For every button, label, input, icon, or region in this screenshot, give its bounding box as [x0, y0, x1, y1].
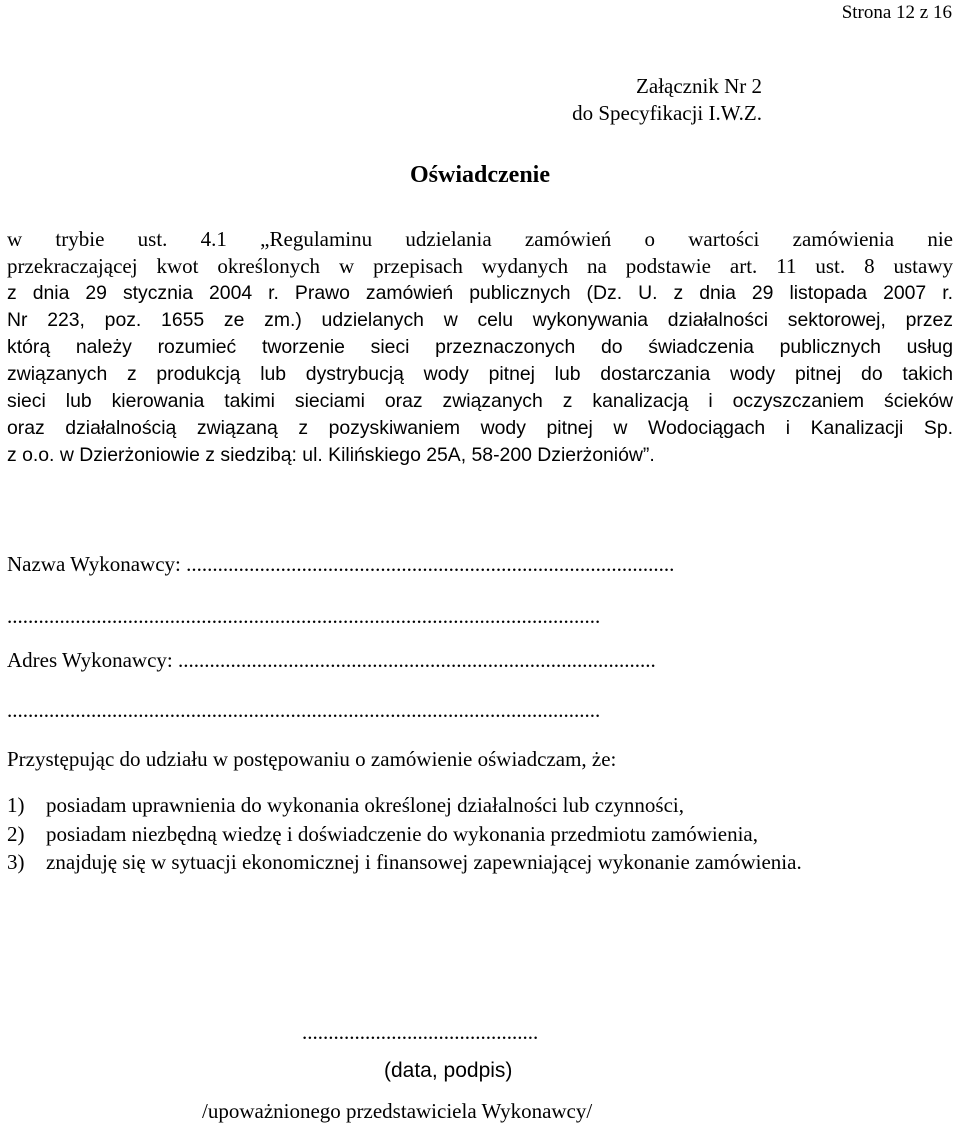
contractor-name-continuation: .................................................................................................................: [7, 604, 601, 628]
document-title: Oświadczenie: [410, 162, 550, 188]
declaration-intro: Przystępując do udziału w postępowaniu o zamówienie oświadczam, że:: [7, 747, 617, 771]
intro-line: oraz działalnością związaną z pozyskiwaniem wody pitnej w Wodociągach i Kanalizacji Sp.: [7, 417, 953, 439]
contractor-address-field: Adres Wykonawcy: ...........................................................................................: [7, 648, 656, 672]
annex-number: Załącznik Nr 2: [636, 74, 762, 98]
contractor-name-field: Nazwa Wykonawcy: .............................................................................................: [7, 552, 675, 576]
declaration-list: [7, 792, 802, 878]
intro-line: w trybie ust. 4.1 „Regulaminu udzielania zamówień o wartości zamówienia nie: [7, 227, 953, 251]
declaration-item: [7, 821, 802, 850]
signature-label: (data, podpis): [384, 1059, 513, 1082]
declaration-text: znajduję się w sytuacji ekonomicznej i finansowej zapewniającej wykonanie zamówienia.: [46, 850, 802, 874]
intro-paragraph: [7, 226, 953, 469]
page-number: Strona 12 z 16: [841, 2, 952, 23]
declaration-number: 3): [7, 850, 25, 874]
intro-line: z o.o. w Dzierżoniowie z siedzibą: ul. Kilińskiego 25A, 58-200 Dzierżoniów”.: [7, 444, 655, 466]
intro-line: sieci lub kierowania takimi sieciami oraz związanych z kanalizacją i oczyszczaniem ścieków: [7, 390, 953, 412]
contractor-address-continuation: .................................................................................................................: [7, 698, 601, 722]
signature-role: /upoważnionego przedstawiciela Wykonawcy/: [202, 1099, 593, 1123]
signature-line: .............................................: [302, 1020, 539, 1044]
intro-line: przekraczającej kwot określonych w przepisach wydanych na podstawie art. 11 ust. 8 ustawy: [7, 254, 953, 278]
intro-line: Nr 223, poz. 1655 ze zm.) udzielanych w celu wykonywania działalności sektorowej, przez: [7, 309, 953, 331]
declaration-item: [7, 849, 802, 878]
declaration-number: 2): [7, 821, 25, 846]
intro-line: którą należy rozumieć tworzenie sieci przeznaczonych do świadczenia publicznych usług: [7, 336, 953, 358]
declaration-number: 1): [7, 793, 25, 817]
annex-header: [572, 73, 762, 127]
intro-line: związanych z produkcją lub dystrybucją wody pitnej lub dostarczania wody pitnej do takich: [7, 363, 953, 385]
declaration-item: [7, 792, 802, 821]
annex-reference: do Specyfikacji I.W.Z.: [572, 101, 762, 125]
declaration-text: posiadam uprawnienia do wykonania określonej działalności lub czynności,: [46, 793, 684, 817]
declaration-text: posiadam niezbędną wiedzę i doświadczenie do wykonania przedmiotu zamówienia,: [46, 821, 758, 846]
intro-line: z dnia 29 stycznia 2004 r. Prawo zamówień publicznych (Dz. U. z dnia 29 listopada 2007 r.: [7, 282, 953, 304]
